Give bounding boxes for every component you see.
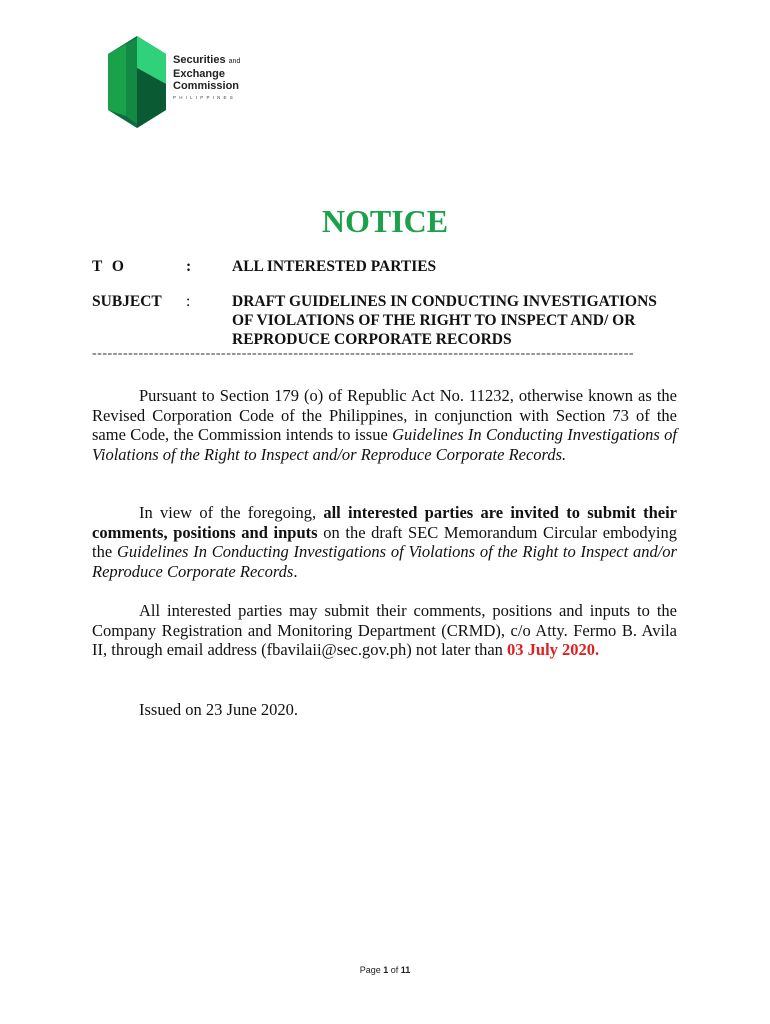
paragraph-2-lead: In view of the foregoing, [139,503,324,522]
sec-hexagon-logo-icon [106,34,168,130]
paragraph-3-text: All interested parties may submit their comments, positions and inputs to the Company Registration and Monitoring Department (CRMD), c/o Atty. Fermo B. Avila II, through email address (fbavilaii@sec.gov.ph) not later than [92,601,677,660]
subject-line-1: DRAFT GUIDELINES IN CONDUCTING INVESTIGATIONS [232,293,657,310]
logo-name-line3: Commission [173,80,240,92]
paragraph-2-middle: on the draft SEC Memorandum Circular embodying the [92,522,677,562]
subject-colon: : [186,293,191,310]
subject-label: SUBJECT [92,293,162,310]
footer-page-word: Page [359,965,381,975]
to-value: ALL INTERESTED PARTIES [232,258,437,275]
paragraph-1-text: Pursuant to Section 179 (o) of Republic Act No. 11232, otherwise known as the Revised Corporation Code of the Philippines, in conjunction with Section 73 of the same Code, the Commission intends to issue [92,386,677,445]
subject-line-2: OF VIOLATIONS OF THE RIGHT TO INSPECT AND/ OR [232,312,636,329]
logo-name-line1: Securities [173,54,226,66]
sec-logo [106,34,266,130]
paragraph-2-italic: Guidelines In Conducting Investigations of Violations of the Right to Inspect and/or Reproduce Corporate Records [92,542,677,581]
paragraph-2-end: . [293,561,298,581]
footer-page-total: 11 [400,965,411,975]
paragraph-1-italic: Guidelines In Conducting Investigations of Violations of the Right to Inspect and/or Reproduce Corporate Records. [92,425,677,464]
paragraph-4: Issued on 23 June 2020. [139,700,299,719]
footer-page-number: 1 [383,965,389,975]
paragraph-2 [92,503,677,581]
to-label: T O [92,258,127,275]
subject-value [232,292,702,349]
paragraph-2-bold: all interested parties are invited to submit their comments, positions and inputs [92,503,677,542]
logo-wordmark [173,54,240,92]
notice-title: NOTICE [321,203,449,239]
logo-name-and: and [228,58,241,65]
paragraph-3 [92,601,677,660]
logo-name-line2: Exchange [173,68,225,80]
to-colon: : [186,258,192,275]
divider-line: --------------------------------------------------------------------------------------------------------- [92,346,635,361]
subject-line-3: REPRODUCE CORPORATE RECORDS [232,331,512,348]
deadline-date: 03 July 2020. [507,640,600,660]
logo-country: PHILIPPINES [173,95,236,100]
page-footer [0,965,770,975]
footer-of-word: of [390,965,399,975]
paragraph-1 [92,386,677,464]
